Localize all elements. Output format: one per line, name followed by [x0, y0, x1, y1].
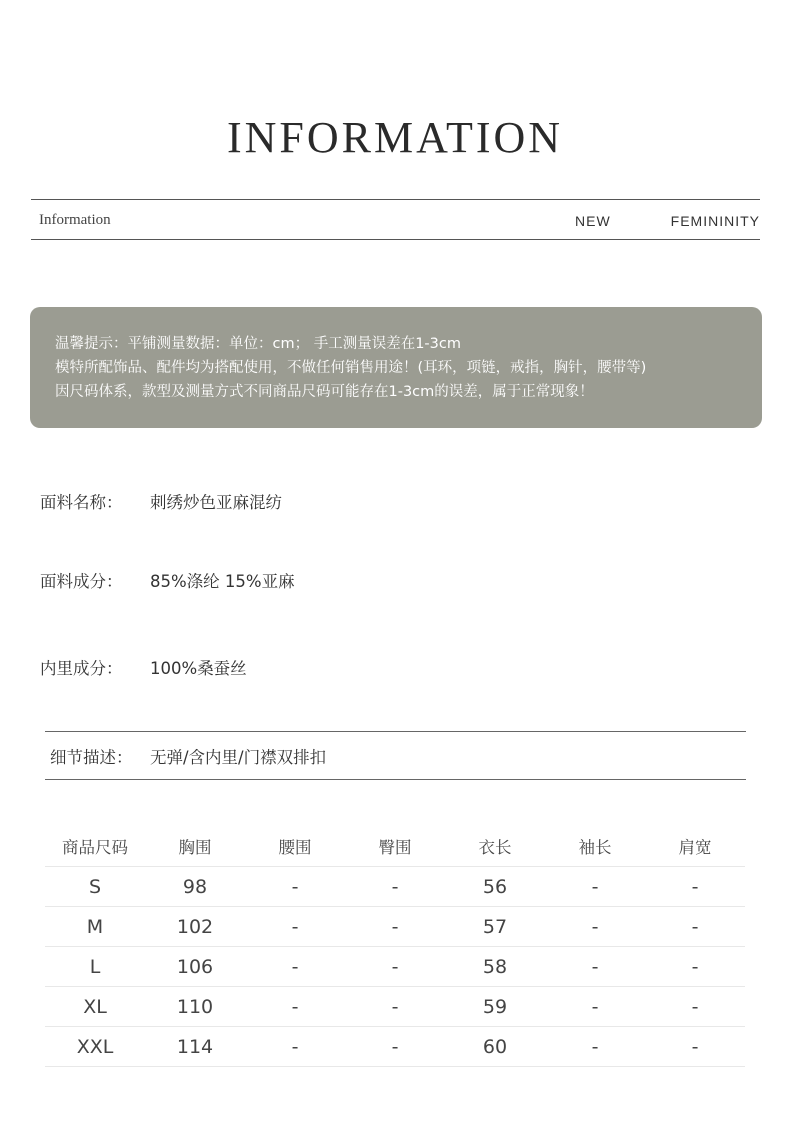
table-row: [45, 1027, 745, 1067]
table-cell: 102: [145, 907, 245, 947]
lining-composition-row: [40, 655, 247, 679]
subtitle-information: Information: [39, 212, 111, 228]
table-row: [45, 867, 745, 907]
table-cell: -: [545, 907, 645, 947]
header-size: 商品尺码: [62, 838, 128, 857]
fabric-name-row: [40, 489, 282, 513]
table-cell: 59: [445, 987, 545, 1027]
table-cell: -: [645, 987, 745, 1027]
bottom-divider: [31, 239, 760, 240]
page-title: INFORMATION: [226, 113, 564, 162]
table-cell: XL: [45, 987, 145, 1027]
fabric-composition-label: 面料成分：: [40, 572, 123, 591]
size-table: [45, 826, 745, 1067]
fabric-composition-row: [40, 568, 295, 592]
fabric-composition-value: 85%涤纶 15%亚麻: [150, 572, 295, 591]
lining-composition-label: 内里成分：: [40, 659, 123, 678]
notice-line: 因尺码体系，款型及测量方式不同商品尺码可能存在1-3cm的误差，属于正常现象！: [55, 384, 594, 400]
table-cell: 114: [145, 1027, 245, 1067]
table-row: [45, 947, 745, 987]
table-cell: -: [545, 947, 645, 987]
subtitle-femininity: FEMININITY: [670, 213, 760, 229]
table-cell: -: [245, 1027, 345, 1067]
table-cell: -: [645, 947, 745, 987]
table-cell: -: [645, 907, 745, 947]
table-cell: 57: [445, 907, 545, 947]
header-hip: 臀围: [378, 838, 412, 857]
table-cell: XXL: [45, 1027, 145, 1067]
table-row: [45, 987, 745, 1027]
table-cell: S: [45, 867, 145, 907]
notice-line: 模特所配饰品、配件均为搭配使用，不做任何销售用途！(耳环，项链，戒指，胸针，腰带等): [55, 360, 647, 376]
detail-description-row: [45, 731, 746, 780]
table-cell: -: [245, 987, 345, 1027]
table-cell: 60: [445, 1027, 545, 1067]
header-chest: 胸围: [178, 838, 212, 857]
lining-composition-value: 100%桑蚕丝: [150, 659, 247, 678]
notice-box: [30, 307, 762, 428]
table-cell: -: [245, 867, 345, 907]
subtitle-new: NEW: [575, 213, 611, 229]
table-cell: -: [645, 1027, 745, 1067]
table-cell: 58: [445, 947, 545, 987]
table-cell: L: [45, 947, 145, 987]
size-table-header: [45, 826, 745, 867]
table-cell: 106: [145, 947, 245, 987]
table-cell: 98: [145, 867, 245, 907]
fabric-name-value: 刺绣炒色亚麻混纺: [150, 493, 282, 512]
table-row: [45, 907, 745, 947]
table-cell: M: [45, 907, 145, 947]
table-cell: -: [345, 907, 445, 947]
table-cell: -: [345, 947, 445, 987]
table-cell: -: [345, 987, 445, 1027]
detail-label: 细节描述：: [50, 748, 133, 767]
table-cell: -: [245, 907, 345, 947]
fabric-name-label: 面料名称：: [40, 493, 123, 512]
detail-value: 无弹/含内里/门襟双排扣: [150, 748, 327, 767]
subtitle-bar: [31, 200, 760, 239]
table-cell: -: [345, 1027, 445, 1067]
table-cell: -: [545, 987, 645, 1027]
table-cell: 110: [145, 987, 245, 1027]
header-waist: 腰围: [278, 838, 312, 857]
table-cell: -: [345, 867, 445, 907]
header-sleeve: 袖长: [578, 838, 612, 857]
table-cell: 56: [445, 867, 545, 907]
header-length: 衣长: [478, 838, 512, 857]
header-shoulder: 肩宽: [678, 838, 712, 857]
notice-line: 温馨提示：平铺测量数据：单位：cm； 手工测量误差在1-3cm: [55, 336, 461, 352]
table-cell: -: [245, 947, 345, 987]
table-cell: -: [545, 1027, 645, 1067]
table-cell: -: [645, 867, 745, 907]
table-cell: -: [545, 867, 645, 907]
